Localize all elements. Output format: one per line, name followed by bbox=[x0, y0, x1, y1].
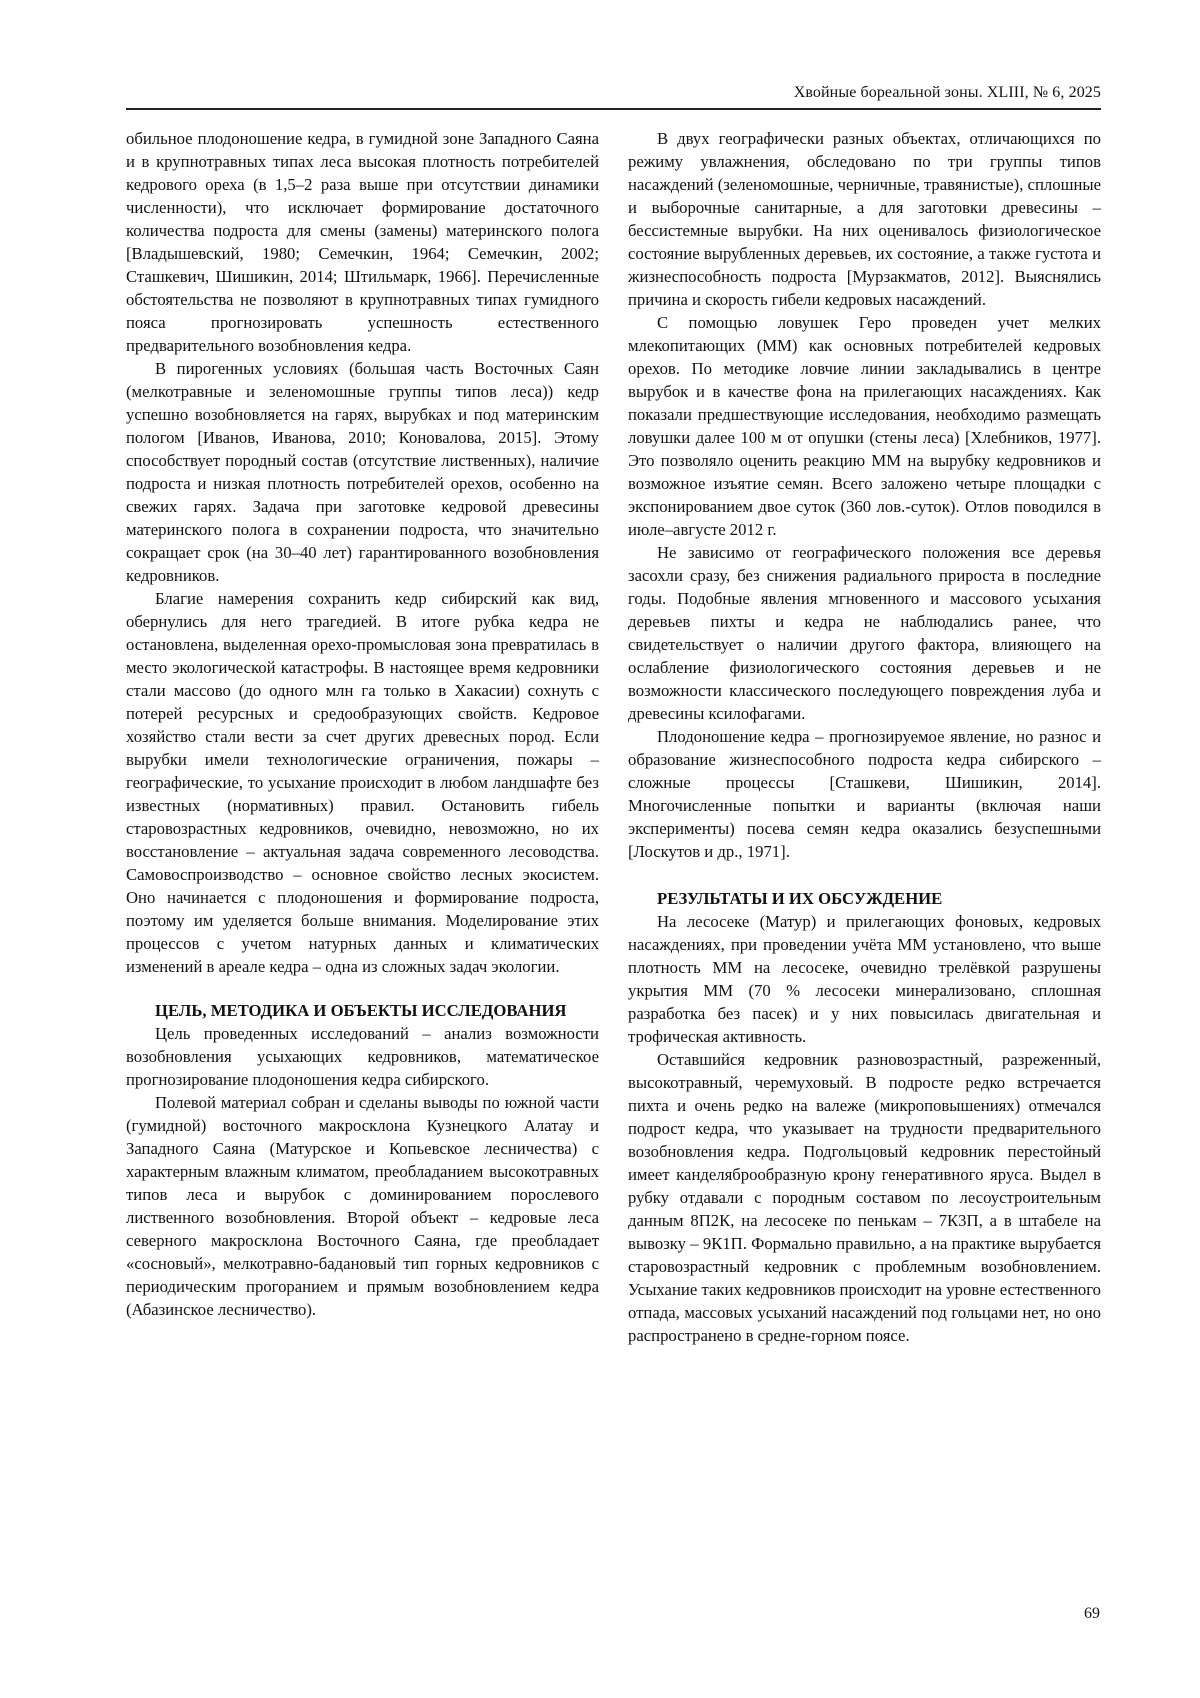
page-number: 69 bbox=[1084, 1605, 1100, 1622]
left-column bbox=[126, 127, 599, 1321]
running-header bbox=[126, 80, 1101, 110]
right-column bbox=[628, 127, 1101, 1347]
paragraph: обильное плодоношение кедра, в гумидной зоне Западного Саяна и в крупнотравных типах леса высокая плотность потребителей кедрового ореха (в 1,5–2 раза выше при отсутствии динамики численности), что исключает формирование достаточного количества подроста для смены (замены) материнского полога [Владышевский, 1980; Семечкин, 1964; Семечкин, 2002; Сташкевич, Шишикин, 2014; Штильмарк, 1966]. Перечисленные обстоятельства не позволяют в крупнотравных типах гумидного пояса прогнозировать успешность естественного предварительного возобновления кедра. bbox=[126, 129, 599, 355]
paragraph: В пирогенных условиях (большая часть Восточных Саян (мелкотравные и зеленомошные группы типов леса)) кедр успешно возобновляется на гарях, вырубках и под материнским пологом [Иванов, Иванова, 2010; Коновалова, 2015]. Этому способствует породный состав (отсутствие лиственных), наличие подроста и низкая плотность потребителей орехов, особенно на свежих гарях. Задача при заготовке кедровой древесины материнского полога в сохранении подроста, что значительно сокращает срок (на 30–40 лет) гарантированного возобновления кедровников. bbox=[126, 359, 599, 585]
paragraph: В двух географически разных объектах, отличающихся по режиму увлажнения, обследовано по три группы типов насаждений (зеленомошные, черничные, травянистые), сплошные и выборочные санитарные, а для заготовки древесины – бессистемные вырубки. На них оценивалось физиологическое состояние вырубленных деревьев, их состояние, а также густота и жизнеспособность подроста [Мурзакматов, 2012]. Выяснялись причина и скорость гибели кедровых насаждений. bbox=[628, 129, 1101, 309]
paragraph: Оставшийся кедровник разновозрастный, разреженный, высокотравный, черемуховый. В подросте редко встречается пихта и очень редко на валеже (микроповышениях) отмечался подрост кедра, что указывает на трудности предварительного возобновления кедра. Подгольцовый кедровник перестойный имеет канделяброобразную крону генеративного яруса. Выдел в рубку отдавали с породным составом по лесоустроительным данным 8П2К, на лесосеке по пенькам – 7К3П, а в штабеле на вывозку – 9К1П. Формально правильно, а на практике вырубается старовозрастный кедровник с проблемным возобновлением. Усыхание таких кедровников происходит на уровне естественного отпада, массовых усыханий насаждений под гольцами нет, но оно распространено в средне-горном поясе. bbox=[628, 1050, 1101, 1345]
paragraph: С помощью ловушек Геро проведен учет мелких млекопитающих (ММ) как основных потребителей кедровых орехов. По методике ловчие линии закладывались в центре вырубок и в качестве фона на прилегающих насаждениях. Как показали предшествующие исследования, необходимо размещать ловушки далее 100 м от опушки (стены леса) [Хлебников, 1977]. Это позволяло оценить реакцию ММ на вырубку кедровников и возможное изъятие семян. Всего заложено четыре площадки с экспонированием двое суток (360 лов.-суток). Отлов поводился в июле–августе 2012 г. bbox=[628, 313, 1101, 539]
journal-title: Хвойные бореальной зоны. XLIII, № 6, 2025 bbox=[793, 84, 1101, 101]
paragraph: Цель проведенных исследований – анализ возможности возобновления усыхающих кедровников, математическое прогнозирование плодоношения кедра сибирского. bbox=[126, 1024, 599, 1089]
section-heading-methods: ЦЕЛЬ, МЕТОДИКА И ОБЪЕКТЫ ИССЛЕДОВАНИЯ bbox=[155, 1001, 567, 1020]
section-heading-results: РЕЗУЛЬТАТЫ И ИХ ОБСУЖДЕНИЕ bbox=[657, 889, 943, 908]
paragraph: Плодоношение кедра – прогнозируемое явление, но разнос и образование жизнеспособного подроста кедра сибирского – сложные процессы [Сташкеви, Шишикин, 2014]. Многочисленные попытки и варианты (включая наши эксперименты) посева семян кедра оказались безуспешными [Лоскутов и др., 1971]. bbox=[628, 727, 1101, 861]
paragraph: Благие намерения сохранить кедр сибирский как вид, обернулись для него трагедией. В итоге рубка кедра не остановлена, выделенная орехо-промысловая зона превратилась в место экологической катастрофы. В настоящее время кедровники стали массово (до одного млн га только в Хакасии) сохнуть с потерей ресурсных и средообразующих свойств. Кедровое хозяйство стали вести за счет других древесных пород. Если вырубки имели технологические ограничения, пожары – географические, то усыхание происходит в любом ландшафте без известных (нормативных) правил. Остановить гибель старовозрастных кедровников, очевидно, невозможно, но их восстановление – актуальная задача современного лесоводства. Самовоспроизводство – основное свойство лесных экосистем. Оно начинается с плодоношения и формирование подроста, поэтому им уделяется больше внимания. Моделирование этих процессов с учетом натурных данных и климатических изменений в ареале кедра – одна из сложных задач экологии. bbox=[126, 589, 599, 976]
paragraph: Полевой материал собран и сделаны выводы по южной части (гумидной) восточного макросклона Кузнецкого Алатау и Западного Саяна (Матурское и Копьевское лесничества) с характерным влажным климатом, преобладанием высокотравных типов леса и вырубок с доминированием порослевого лиственного возобновления. Второй объект – кедровые леса северного макросклона Восточного Саяна, где преобладает «сосновый», мелкотравно-бадановый тип горных кедровников с периодическим прогоранием и прямым возобновлением кедра (Абазинское лесничество). bbox=[126, 1093, 599, 1319]
paragraph: Не зависимо от географического положения все деревья засохли сразу, без снижения радиального прироста в последние годы. Подобные явления мгновенного и массового усыхания деревьев пихты и кедра не наблюдались ранее, что свидетельствует о наличии другого фактора, влияющего на ослабление физиологического состояния деревьев и не возможности классического последующего повреждения луба и древесины ксилофагами. bbox=[628, 543, 1101, 723]
paragraph: На лесосеке (Матур) и прилегающих фоновых, кедровых насаждениях, при проведении учёта ММ установлено, что выше плотность ММ на лесосеке, очевидно трелёвкой разрушены укрытия ММ (70 % лесосеки минерализовано, сплошная разработка без пасек) и у них повысилась двигательная и трофическая активность. bbox=[628, 912, 1101, 1046]
